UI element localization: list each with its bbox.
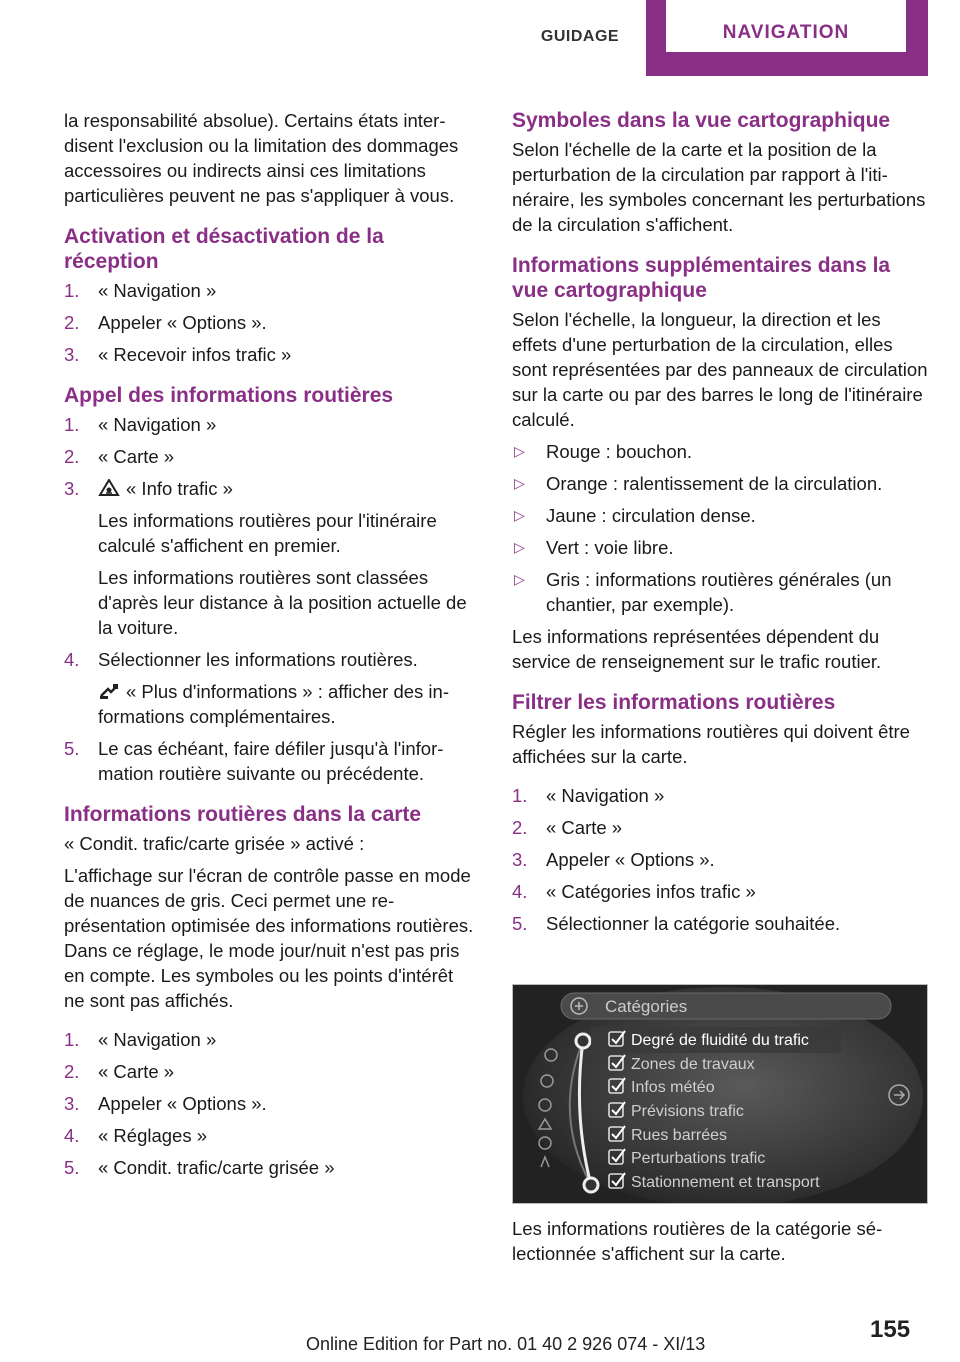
carte-steps (64, 1027, 478, 1180)
chapter-tab: NAVIGATION (666, 0, 906, 52)
symboles-paragraph: Selon l'échelle de la carte et la position de la perturbation de la circulation par rapport à l'itinéraire, les symboles concernant les perturbations de la circulation s'affichent. (512, 139, 926, 235)
heading-appel: Appel des informations routières (64, 384, 394, 407)
list-item: 2. « Carte » (512, 817, 623, 838)
list-item: ▷ Jaune : circulation dense. (514, 505, 756, 526)
list-item: 4. Sélectionner les informations routières. « Plus d'informations » : afficher des informations complémentaires. (64, 649, 450, 727)
heading-carte: Informations routières dans la carte (64, 803, 422, 826)
heading-symboles: Symboles dans la vue cartographique (512, 109, 891, 132)
heading-activation: Activation et désactivation de la réception (64, 225, 384, 273)
list-item: 2. « Carte » (64, 446, 175, 467)
list-item: 4. « Catégories infos trafic » (512, 881, 756, 902)
heading-filtrer: Filtrer les informations routières (512, 691, 836, 714)
intro-paragraph: la responsabilité absolue). Certains états interdisent l'exclusion ou la limitation des dommages accessoires ou indirects ainsi ces limitations particulières peuvent ne pas s'appliquer à vous. (64, 110, 459, 206)
screen-title: Catégories (605, 997, 688, 1016)
screen-item: Rues barrées (631, 1127, 728, 1144)
list-item: ▷ Vert : voie libre. (514, 537, 674, 558)
list-item: 1. « Navigation » (64, 1029, 217, 1050)
list-item: 3. « Recevoir infos trafic » (64, 344, 292, 365)
list-item: ▷ Gris : informations routières générales (un chantier, par exemple). (514, 569, 892, 615)
edition-text: Online Edition for Part no. 01 40 2 926 074 - XI/13 (306, 1334, 706, 1354)
list-item: 4. « Réglages » (64, 1125, 208, 1146)
carte-paragraph-1: « Condit. trafic/carte grisée » activé : (64, 833, 365, 854)
screen-item: Perturbations trafic (631, 1150, 766, 1167)
closing-paragraph: Les informations routières de la catégorie sélectionnée s'affichent sur la carte. (512, 1218, 883, 1264)
screen-item: Degré de fluidité du trafic (631, 1032, 809, 1049)
screen-item: Infos météo (631, 1079, 715, 1096)
list-item: ▷ Orange : ralentissement de la circulation. (514, 473, 883, 494)
colors-paragraph: Les informations représentées dépendent du service de renseignement sur le trafic routier. (512, 626, 882, 672)
section-tab: GUIDAGE (540, 28, 620, 45)
activation-steps (64, 278, 478, 367)
supp-paragraph: Selon l'échelle, la longueur, la direction et les effets d'une perturbation de la circulation, elles sont représentées par des panneaux de circulation sur la carte ou par des barres le long de l'itinéraire calculé. (512, 309, 928, 430)
list-item: 1. « Navigation » (64, 414, 217, 435)
list-item: 5. « Condit. trafic/carte grisée » (64, 1157, 335, 1178)
screen-item: Zones de travaux (631, 1056, 755, 1073)
traffic-info-icon (98, 478, 120, 496)
heading-supp: Informations supplémentaires dans la vue cartographique (512, 254, 891, 302)
left-column (64, 108, 478, 1187)
page-number: 155 (870, 1316, 911, 1343)
list-item: 3. Appeler « Options ». (64, 1093, 267, 1114)
color-list (512, 439, 930, 617)
list-item: 5. Sélectionner la catégorie souhaitée. (512, 913, 841, 934)
carte-paragraph-2: L'affichage sur l'écran de contrôle passe en mode de nuances de gris. Ceci permet une représentation optimisée des informations routières. Dans ce réglage, le mode jour/nuit n'est pas pris en compte. Les symboles ou les points d'intérêt ne sont pas affichés. (64, 865, 474, 1011)
list-item: 1. « Navigation » (64, 280, 217, 301)
screen-item: Prévisions trafic (631, 1103, 744, 1120)
list-item: ▷ Rouge : bouchon. (514, 441, 693, 462)
screen-item: Stationnement et transport (631, 1174, 820, 1191)
list-item: 3. « Info trafic » Les informations routières pour l'itinéraire calculé s'affichent en premier. Les informations routières sont classées d'après leur distance à la position actuelle de la voiture. (64, 478, 467, 638)
filtrer-paragraph: Régler les informations routières qui doivent être affichées sur la carte. (512, 721, 910, 767)
list-item: 3. Appeler « Options ». (512, 849, 715, 870)
control-display-screenshot (512, 984, 928, 1204)
list-item: 2. Appeler « Options ». (64, 312, 267, 333)
list-item: 2. « Carte » (64, 1061, 175, 1082)
list-item: 5. Le cas échéant, faire défiler jusqu'à l'information routière suivante ou précédente. (64, 738, 444, 784)
list-item: 1. « Navigation » (512, 785, 665, 806)
filtrer-steps (512, 783, 930, 936)
more-info-icon (98, 681, 120, 699)
right-column (512, 108, 930, 943)
appel-steps (64, 412, 478, 786)
